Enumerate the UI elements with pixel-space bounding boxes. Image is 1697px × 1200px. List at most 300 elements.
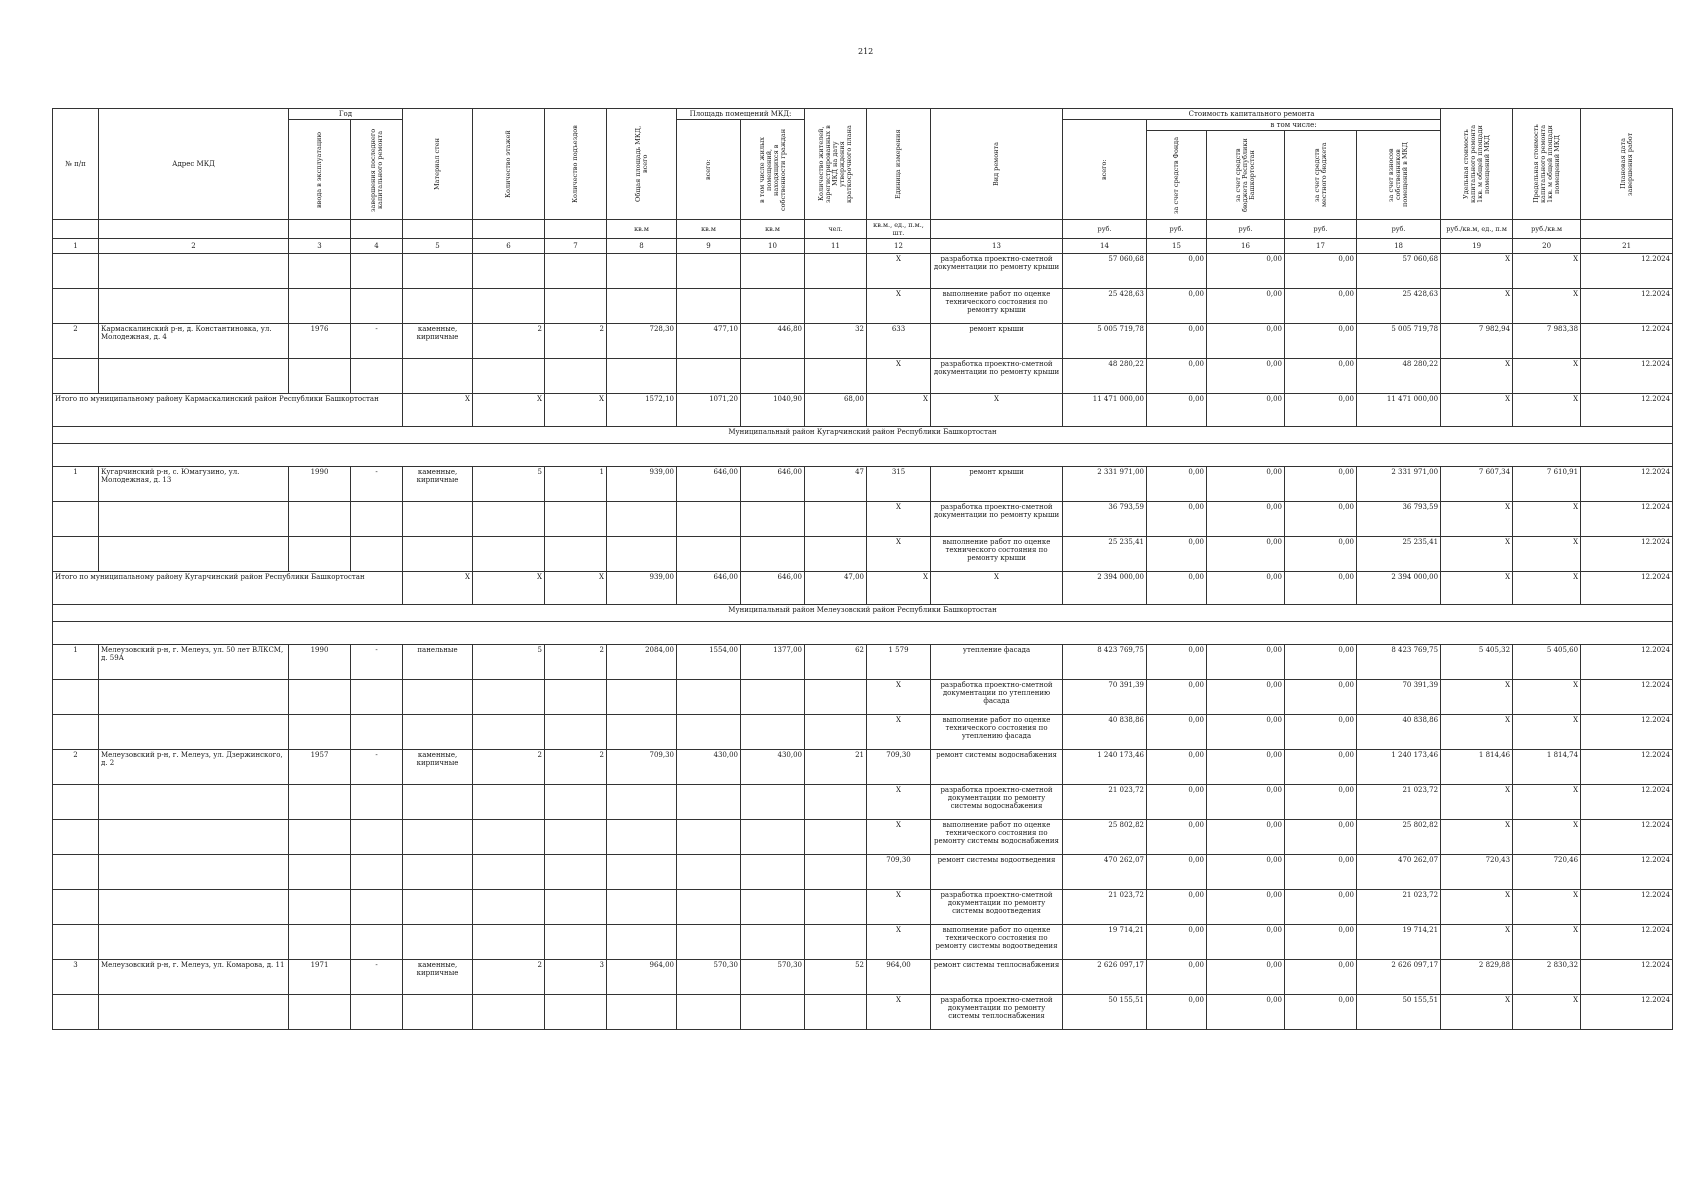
table-cell: - [351,324,403,359]
total-row [53,572,1673,605]
table-cell: 3 [53,960,99,995]
table-cell [289,925,351,960]
table-cell [403,855,473,890]
total-cell: 68,00 [805,394,867,427]
table-cell: X [867,785,931,820]
table-cell: 0,00 [1285,645,1357,680]
table-cell [351,502,403,537]
table-cell [545,820,607,855]
table-cell: 0,00 [1147,995,1207,1030]
repair-type-cell: ремонт системы водоснабжения [931,750,1063,785]
table-cell: 570,30 [741,960,805,995]
table-cell [289,995,351,1030]
header-cost-fund: за счет средств Фонда [1147,131,1207,220]
header-planned-date: Плановая дата завершения работ [1581,109,1673,220]
header-residents: Количество жителей, зарегистрированных в МКД на дату утверждения краткосрочного плана [805,109,867,220]
table-cell [545,785,607,820]
table-cell [607,680,677,715]
table-cell: 1976 [289,324,351,359]
table-cell [805,995,867,1030]
table-cell: 12.2024 [1581,680,1673,715]
table-cell: X [1513,785,1581,820]
table-cell [403,680,473,715]
table-cell: каменные, кирпичные [403,960,473,995]
repair-type-cell: выполнение работ по оценке технического состояния по ремонту системы водоотведения [931,925,1063,960]
table-cell: 50 155,51 [1357,995,1441,1030]
table-cell [351,680,403,715]
table-cell [545,254,607,289]
table-cell: 939,00 [607,467,677,502]
address-cell [99,537,289,572]
table-cell [607,502,677,537]
table-cell [351,289,403,324]
table-cell [351,890,403,925]
table-cell [741,925,805,960]
repair-type-cell: разработка проектно-сметной документации по ремонту системы водоснабжения [931,785,1063,820]
header-year-commissioned: ввода в эксплуатацию [289,120,351,220]
header-unit-cost: Удельная стоимость капитального ремонта 1кв. м общей площади помещений МКД [1441,109,1513,220]
column-number: 9 [677,239,741,254]
total-cell: X [1513,394,1581,427]
table-cell [677,820,741,855]
table-cell: 1554,00 [677,645,741,680]
spacer-cell [53,622,1673,645]
table-row [53,502,1673,537]
table-cell: X [1441,289,1513,324]
header-floors: Количество этажей [473,109,545,220]
table-cell [53,890,99,925]
table-cell: 12.2024 [1581,890,1673,925]
table-cell: 0,00 [1207,855,1285,890]
table-cell: X [867,925,931,960]
table-cell [473,820,545,855]
table-cell [805,855,867,890]
table-cell [545,680,607,715]
table-cell: 0,00 [1147,502,1207,537]
table-cell: X [867,254,931,289]
header-wall-material: Материал стен [403,109,473,220]
table-cell: 0,00 [1207,467,1285,502]
table-cell [677,995,741,1030]
table-cell: 25 428,63 [1357,289,1441,324]
table-cell: X [867,289,931,324]
table-cell: 0,00 [1285,502,1357,537]
table-row [53,324,1673,359]
column-number: 13 [931,239,1063,254]
table-cell: 12.2024 [1581,820,1673,855]
column-number: 14 [1063,239,1147,254]
column-number: 5 [403,239,473,254]
address-cell [99,359,289,394]
table-cell: 1 814,46 [1441,750,1513,785]
table-cell: каменные, кирпичные [403,467,473,502]
table-cell [53,820,99,855]
column-number: 19 [1441,239,1513,254]
table-cell: 0,00 [1147,680,1207,715]
table-cell [545,289,607,324]
table-cell: 709,30 [867,750,931,785]
table-cell: 1 [545,467,607,502]
table-cell: 57 060,68 [1357,254,1441,289]
table-cell: 0,00 [1207,925,1285,960]
table-cell: 12.2024 [1581,960,1673,995]
total-cell: 646,00 [677,572,741,605]
table-cell [741,254,805,289]
column-number: 16 [1207,239,1285,254]
table-cell [351,855,403,890]
column-number: 3 [289,239,351,254]
table-cell [289,502,351,537]
address-cell [99,820,289,855]
header-address: Адрес МКД [99,109,289,220]
table-cell: 62 [805,645,867,680]
table-cell [677,680,741,715]
table-cell [741,995,805,1030]
table-cell: 12.2024 [1581,925,1673,960]
unit-cell: руб. [1357,220,1441,239]
total-cell: 1071,20 [677,394,741,427]
table-cell: 315 [867,467,931,502]
table-cell: 48 280,22 [1063,359,1147,394]
unit-cell: чел. [805,220,867,239]
repair-type-cell: разработка проектно-сметной документации по ремонту крыши [931,359,1063,394]
table-cell: каменные, кирпичные [403,750,473,785]
table-cell: 470 262,07 [1063,855,1147,890]
section-title: Муниципальный район Мелеузовский район Республики Башкортостан [53,605,1673,622]
table-cell [53,359,99,394]
table-cell [741,359,805,394]
table-cell: X [1513,359,1581,394]
header-max-cost: Предельная стоимость капитального ремонта 1кв. м общей площади помещений МКД [1513,109,1581,220]
header-including: в том числе: [1147,120,1441,131]
table-cell: 12.2024 [1581,750,1673,785]
total-cell: 0,00 [1207,572,1285,605]
total-cell: 12.2024 [1581,394,1673,427]
table-cell: 12.2024 [1581,502,1673,537]
table-cell: 0,00 [1207,289,1285,324]
table-cell [351,925,403,960]
unit-cell: кв.м [607,220,677,239]
table-cell: X [1441,820,1513,855]
table-cell [403,785,473,820]
total-cell: X [403,572,473,605]
table-cell: 12.2024 [1581,855,1673,890]
table-cell: 5 405,60 [1513,645,1581,680]
page-number: 212 [858,47,874,56]
table-row [53,960,1673,995]
table-cell [677,502,741,537]
table-cell: 446,80 [741,324,805,359]
table-row [53,537,1673,572]
table-cell: 0,00 [1147,289,1207,324]
total-cell: 2 394 000,00 [1063,572,1147,605]
table-cell [473,855,545,890]
table-cell: 964,00 [607,960,677,995]
table-cell [805,359,867,394]
table-cell: 12.2024 [1581,645,1673,680]
table-cell [53,680,99,715]
table-cell: - [351,467,403,502]
table-cell [805,254,867,289]
table-cell: X [1513,537,1581,572]
total-cell: X [867,394,931,427]
table-cell [741,715,805,750]
table-cell [289,820,351,855]
table-cell: X [867,715,931,750]
table-cell: 0,00 [1285,890,1357,925]
column-number: 8 [607,239,677,254]
table-cell: 0,00 [1207,750,1285,785]
table-cell: 0,00 [1147,537,1207,572]
address-cell: Кугарчинский р-н, с. Юмагузино, ул. Молодежная, д. 13 [99,467,289,502]
table-cell [805,890,867,925]
table-cell [677,715,741,750]
table-cell [607,715,677,750]
table-cell [805,537,867,572]
table-row [53,820,1673,855]
table-cell [607,537,677,572]
total-cell: X [473,394,545,427]
table-cell: X [1441,359,1513,394]
table-cell: X [1513,254,1581,289]
repair-type-cell: выполнение работ по оценке технического состояния по ремонту крыши [931,537,1063,572]
column-numbers-row [53,239,1673,254]
table-cell [677,254,741,289]
table-cell [741,289,805,324]
address-cell [99,995,289,1030]
table-cell [403,995,473,1030]
table-cell: 2 [53,750,99,785]
table-cell [473,715,545,750]
total-label: Итого по муниципальному району Кугарчинский район Республики Башкортостан [53,572,403,605]
total-cell: 12.2024 [1581,572,1673,605]
table-cell [473,680,545,715]
table-cell: 0,00 [1285,467,1357,502]
table-cell [473,890,545,925]
table-cell [351,995,403,1030]
table-cell: 0,00 [1207,960,1285,995]
unit-cell: руб. [1285,220,1357,239]
table-cell: 728,30 [607,324,677,359]
table-cell [545,925,607,960]
repair-type-cell: разработка проектно-сметной документации по ремонту системы теплоснабжения [931,995,1063,1030]
table-cell [805,820,867,855]
table-cell: X [1441,890,1513,925]
total-cell: X [545,572,607,605]
table-cell: 12.2024 [1581,324,1673,359]
table-row [53,715,1673,750]
table-cell: 0,00 [1147,960,1207,995]
total-cell: X [931,394,1063,427]
table-cell: X [1441,680,1513,715]
repair-type-cell: ремонт крыши [931,467,1063,502]
address-cell [99,925,289,960]
table-cell: 70 391,39 [1063,680,1147,715]
table-cell [351,820,403,855]
column-number: 2 [99,239,289,254]
table-cell [677,890,741,925]
repair-type-cell: разработка проектно-сметной документации по ремонту крыши [931,502,1063,537]
table-cell [289,537,351,572]
table-cell [53,855,99,890]
table-cell: 470 262,07 [1357,855,1441,890]
table-cell: 2 [473,960,545,995]
table-cell [607,925,677,960]
table-cell [403,890,473,925]
table-cell [403,925,473,960]
table-cell [741,680,805,715]
table-cell: 0,00 [1285,680,1357,715]
table-cell: X [1441,785,1513,820]
repair-type-cell: ремонт системы теплоснабжения [931,960,1063,995]
table-cell: X [1441,925,1513,960]
table-cell [677,925,741,960]
table-cell [607,890,677,925]
table-cell [289,855,351,890]
total-cell: 646,00 [741,572,805,605]
table-cell [289,715,351,750]
table-cell [473,502,545,537]
table-cell: 5 005 719,78 [1063,324,1147,359]
table-cell: 633 [867,324,931,359]
table-cell: 19 714,21 [1063,925,1147,960]
table-cell [545,855,607,890]
total-cell: X [403,394,473,427]
total-label: Итого по муниципальному району Кармаскалинский район Республики Башкортостан [53,394,403,427]
table-cell: - [351,960,403,995]
table-cell: 0,00 [1147,785,1207,820]
repair-type-cell: ремонт крыши [931,324,1063,359]
table-cell [805,925,867,960]
table-cell: 0,00 [1207,359,1285,394]
table-row [53,855,1673,890]
table-cell [473,359,545,394]
table-cell: 0,00 [1207,820,1285,855]
header-premises-total: всего: [677,120,741,220]
table-cell: 12.2024 [1581,359,1673,394]
table-cell [53,995,99,1030]
total-cell: 11 471 000,00 [1063,394,1147,427]
table-cell: X [1441,715,1513,750]
table-cell: 0,00 [1207,995,1285,1030]
table-cell [741,890,805,925]
table-cell: 2 [53,324,99,359]
address-cell [99,289,289,324]
total-cell: X [1441,572,1513,605]
table-cell: X [867,890,931,925]
table-cell: X [1513,502,1581,537]
table-row [53,680,1673,715]
total-cell: X [545,394,607,427]
table-cell: 646,00 [741,467,805,502]
total-cell: X [1441,394,1513,427]
capital-repair-table [52,108,1673,1030]
table-cell [53,502,99,537]
table-cell: 0,00 [1285,289,1357,324]
unit-cell: руб. [1147,220,1207,239]
table-cell: 5 405,32 [1441,645,1513,680]
unit-cell: руб. [1207,220,1285,239]
table-cell: 0,00 [1285,785,1357,820]
table-cell: 0,00 [1147,715,1207,750]
table-cell: 646,00 [677,467,741,502]
table-cell: 0,00 [1207,715,1285,750]
header-year-group: Год [289,109,403,120]
table-cell: 7 983,38 [1513,324,1581,359]
table-cell [351,715,403,750]
header-premises-group: Площадь помещений МКД: [677,109,805,120]
table-cell: 25 235,41 [1357,537,1441,572]
table-cell: 48 280,22 [1357,359,1441,394]
table-cell [741,537,805,572]
table-cell: 7 982,94 [1441,324,1513,359]
table-cell [607,359,677,394]
header-cost-owners: за счет взносов собственников помещений в МКД [1357,131,1441,220]
column-number: 17 [1285,239,1357,254]
table-row [53,750,1673,785]
unit-cell: кв.м., ед., п.м., шт. [867,220,931,239]
table-cell: 50 155,51 [1063,995,1147,1030]
table-cell: 25 428,63 [1063,289,1147,324]
section-title: Муниципальный район Кугарчинский район Республики Башкортостан [53,427,1673,444]
column-number: 15 [1147,239,1207,254]
table-cell [677,785,741,820]
table-cell: 8 423 769,75 [1063,645,1147,680]
total-cell: X [1513,572,1581,605]
table-cell: 709,30 [607,750,677,785]
table-cell [53,715,99,750]
unit-cell: руб./кв.м [1513,220,1581,239]
table-cell: X [867,359,931,394]
total-cell: 0,00 [1285,572,1357,605]
table-cell: X [1441,537,1513,572]
table-cell [805,680,867,715]
table-cell [403,502,473,537]
table-cell: 720,43 [1441,855,1513,890]
table-cell: 0,00 [1147,467,1207,502]
table-cell: 2 [473,750,545,785]
table-cell: 0,00 [1285,995,1357,1030]
table-cell: 720,46 [1513,855,1581,890]
table-cell: каменные, кирпичные [403,324,473,359]
address-cell [99,715,289,750]
table-cell [545,715,607,750]
table-cell [473,995,545,1030]
table-cell: 1 [53,467,99,502]
total-cell: 11 471 000,00 [1357,394,1441,427]
table-cell: 21 023,72 [1357,785,1441,820]
table-cell: 12.2024 [1581,785,1673,820]
table-cell: 70 391,39 [1357,680,1441,715]
header-cost-group: Стоимость капитального ремонта [1063,109,1441,120]
table-cell: 21 023,72 [1063,890,1147,925]
table-cell: 0,00 [1285,820,1357,855]
table-cell: 0,00 [1147,324,1207,359]
table-cell: X [867,537,931,572]
table-cell [351,359,403,394]
units-row [53,220,1673,239]
table-cell: 2 331 971,00 [1063,467,1147,502]
table-cell: 0,00 [1285,960,1357,995]
table-cell [351,785,403,820]
header-repair-type: Вид ремонта [931,109,1063,220]
table-cell [289,254,351,289]
table-cell [289,680,351,715]
section-row [53,605,1673,622]
header-cost-total: всего: [1063,120,1147,220]
table-cell: 1 240 173,46 [1063,750,1147,785]
table-cell: 5 [473,467,545,502]
